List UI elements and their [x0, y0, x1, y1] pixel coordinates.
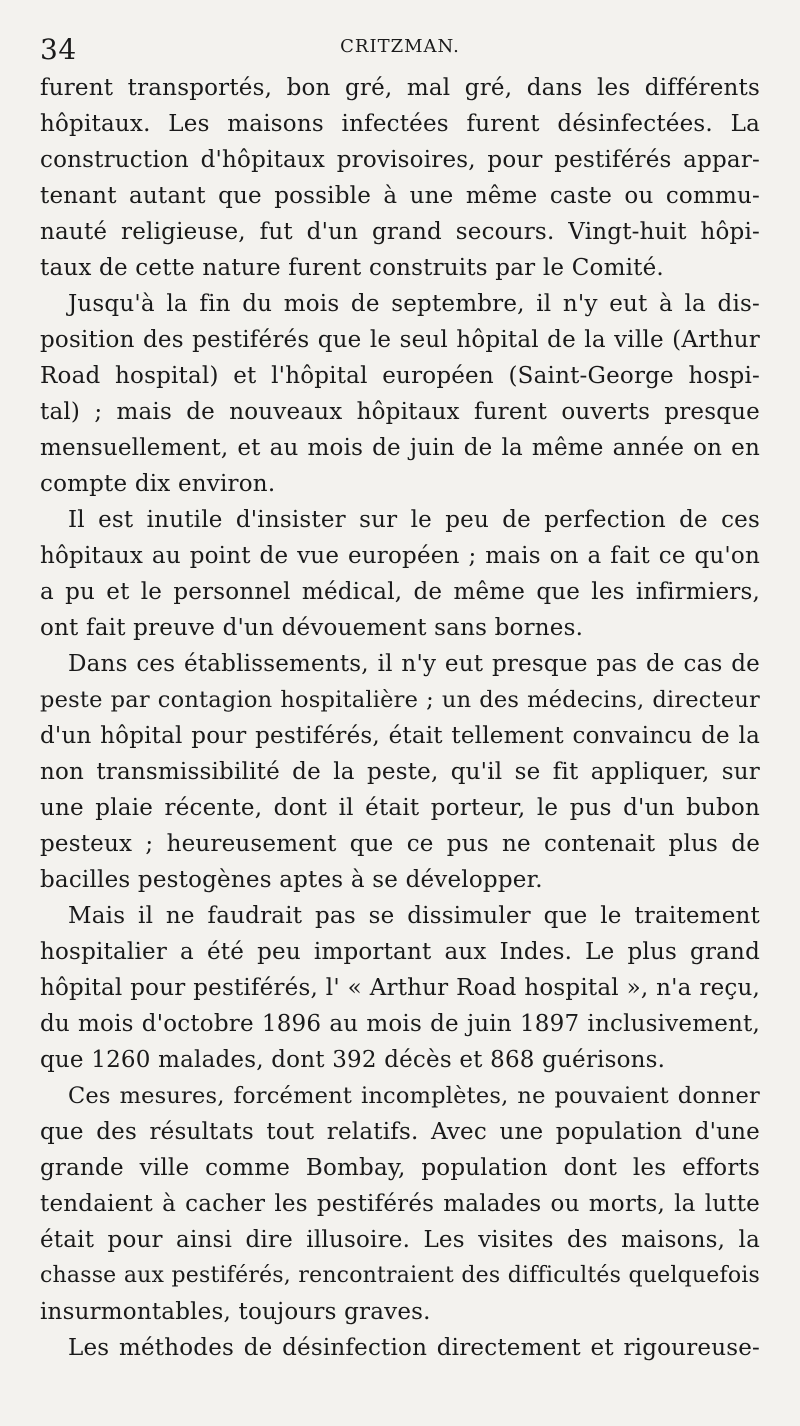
text-line: Jusqu'à la fin du mois de septembre, il n'y eut à la dis- — [68, 291, 760, 317]
text-line: nauté religieuse, fut d'un grand secours. Vingt-huit hôpi- — [40, 219, 760, 245]
text-line: Road hospital) et l'hôpital européen (Saint-George hospi- — [40, 363, 760, 389]
text-line: hôpitaux. Les maisons infectées furent désinfectées. La — [40, 111, 760, 137]
text-line: chasse aux pestiférés, rencontraient des difficultés quelquefois — [40, 1263, 760, 1288]
text-line: ont fait preuve d'un dévouement sans bornes. — [40, 615, 584, 641]
text-line: que 1260 malades, dont 392 décès et 868 guérisons. — [40, 1047, 666, 1073]
text-line: Les méthodes de désinfection directement et rigoureuse- — [68, 1335, 760, 1361]
text-line: compte dix environ. — [40, 471, 276, 497]
text-line: Il est inutile d'insister sur le peu de perfection de ces — [68, 507, 760, 533]
text-line: Ces mesures, forcément incomplètes, ne pouvaient donner — [68, 1083, 760, 1109]
text-line: tenant autant que possible à une même caste ou commu- — [40, 183, 760, 209]
running-head: CRITZMAN. — [340, 36, 460, 57]
text-line: non transmissibilité de la peste, qu'il se fit appliquer, sur — [40, 759, 760, 785]
text-line: tal) ; mais de nouveaux hôpitaux furent ouverts presque — [40, 399, 760, 425]
text-line: peste par contagion hospitalière ; un des médecins, directeur — [40, 687, 760, 713]
text-line: une plaie récente, dont il était porteur, le pus d'un bubon — [40, 795, 760, 821]
text-line: hôpitaux au point de vue européen ; mais on a fait ce qu'on — [40, 543, 760, 569]
text-line: était pour ainsi dire illusoire. Les visites des maisons, la — [40, 1227, 760, 1253]
text-line: pesteux ; heureusement que ce pus ne contenait plus de — [40, 831, 760, 857]
text-line: a pu et le personnel médical, de même que les infirmiers, — [40, 579, 760, 605]
text-line: bacilles pestogènes aptes à se développer. — [40, 867, 543, 893]
text-line: que des résultats tout relatifs. Avec une population d'une — [40, 1119, 760, 1145]
text-line: furent transportés, bon gré, mal gré, dans les différents — [40, 75, 760, 101]
text-line: construction d'hôpitaux provisoires, pour pestiférés appar- — [40, 147, 760, 173]
text-line: du mois d'octobre 1896 au mois de juin 1897 inclusivement, — [40, 1011, 760, 1037]
text-line: tendaient à cacher les pestiférés malades ou morts, la lutte — [40, 1191, 760, 1217]
text-line: taux de cette nature furent construits par le Comité. — [40, 255, 664, 281]
text-line: hospitalier a été peu important aux Indes. Le plus grand — [40, 939, 760, 965]
page-number: 34 — [40, 33, 77, 66]
text-line: hôpital pour pestiférés, l' « Arthur Road hospital », n'a reçu, — [40, 975, 760, 1001]
text-line: insurmontables, toujours graves. — [40, 1299, 431, 1325]
text-line: Dans ces établissements, il n'y eut presque pas de cas de — [68, 651, 760, 677]
text-line: grande ville comme Bombay, population dont les efforts — [40, 1155, 760, 1181]
text-line: d'un hôpital pour pestiférés, était tellement convaincu de la — [40, 723, 760, 749]
text-line: Mais il ne faudrait pas se dissimuler que le traitement — [68, 903, 760, 929]
text-line: position des pestiférés que le seul hôpital de la ville (Arthur — [40, 327, 760, 353]
body-text — [40, 70, 760, 1366]
text-line: mensuellement, et au mois de juin de la même année on en — [40, 435, 760, 461]
